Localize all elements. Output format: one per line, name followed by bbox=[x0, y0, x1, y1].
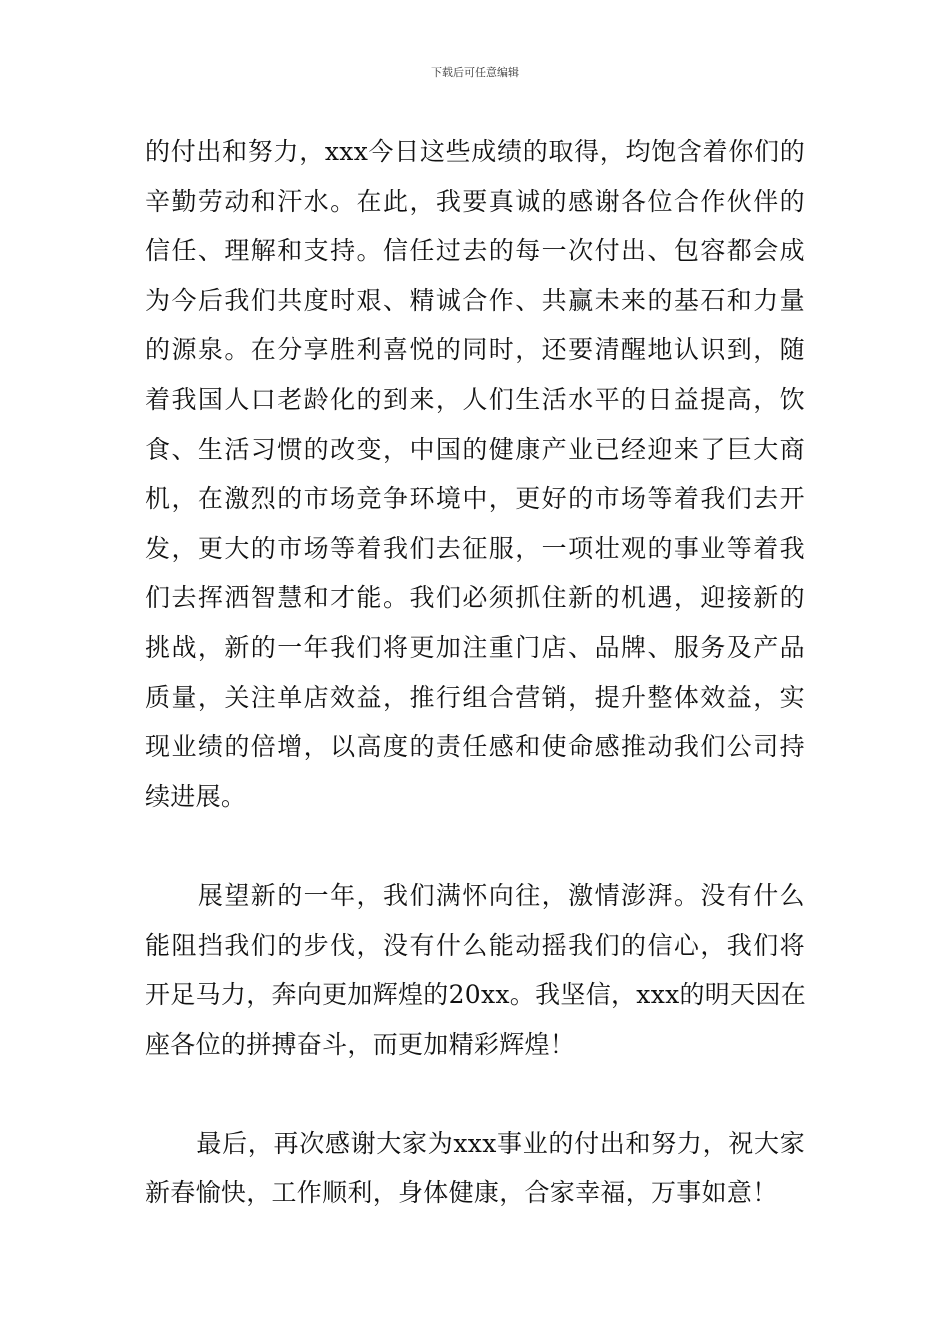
paragraph-2 bbox=[145, 871, 805, 1069]
text-line: 的付出和努力，xxx今日这些成绩的取得，均饱含着你们的 bbox=[145, 137, 805, 166]
text-line: 的源泉。在分享胜利喜悦的同时，还要清醒地认识到，随 bbox=[145, 335, 805, 365]
text-line: 着我国人口老龄化的到来，人们生活水平的日益提高，饮 bbox=[145, 384, 805, 414]
text-line: 为今后我们共度时艰、精诚合作、共赢未来的基石和力量 bbox=[145, 285, 805, 315]
text-line: 展望新的一年，我们满怀向往，激情澎湃。没有什么 bbox=[145, 880, 805, 910]
text-line: 发，更大的市场等着我们去征服，一项壮观的事业等着我 bbox=[145, 533, 805, 563]
paragraph-1 bbox=[145, 127, 805, 821]
paragraph-spacer bbox=[145, 821, 805, 871]
text-line: 最后，再次感谢大家为xxx事业的付出和努力，祝大家 bbox=[145, 1128, 805, 1158]
text-line: 现业绩的倍增，以高度的责任感和使命感推动我们公司持 bbox=[145, 732, 805, 762]
paragraph-spacer bbox=[145, 1069, 805, 1119]
text-line: 们去挥洒智慧和才能。我们必须抓住新的机遇，迎接新的 bbox=[145, 583, 805, 613]
page-header: 下载后可任意编辑 bbox=[431, 66, 519, 79]
text-line: 新春愉快，工作顺利，身体健康，合家幸福，万事如意！ bbox=[145, 1178, 778, 1208]
paragraph-3 bbox=[145, 1119, 805, 1218]
text-line: 开足马力，奔向更加辉煌的20xx。我坚信，xxx的明天因在 bbox=[145, 980, 807, 1010]
text-line: 座各位的拼搏奋斗，而更加精彩辉煌！ bbox=[145, 1029, 576, 1059]
text-line: 挑战，新的一年我们将更加注重门店、品牌、服务及产品 bbox=[145, 632, 805, 662]
text-line: 辛勤劳动和汗水。在此，我要真诚的感谢各位合作伙伴的 bbox=[145, 186, 805, 216]
text-line: 能阻挡我们的步伐，没有什么能动摇我们的信心，我们将 bbox=[145, 930, 805, 960]
text-line: 续进展。 bbox=[145, 781, 247, 811]
text-line: 机，在激烈的市场竞争环境中，更好的市场等着我们去开 bbox=[145, 484, 805, 514]
document-body bbox=[145, 127, 805, 1218]
text-line: 质量，关注单店效益，推行组合营销，提升整体效益，实 bbox=[145, 682, 805, 712]
text-line: 食、生活习惯的改变，中国的健康产业已经迎来了巨大商 bbox=[145, 434, 805, 464]
text-line: 信任、理解和支持。信任过去的每一次付出、包容都会成 bbox=[145, 236, 805, 266]
